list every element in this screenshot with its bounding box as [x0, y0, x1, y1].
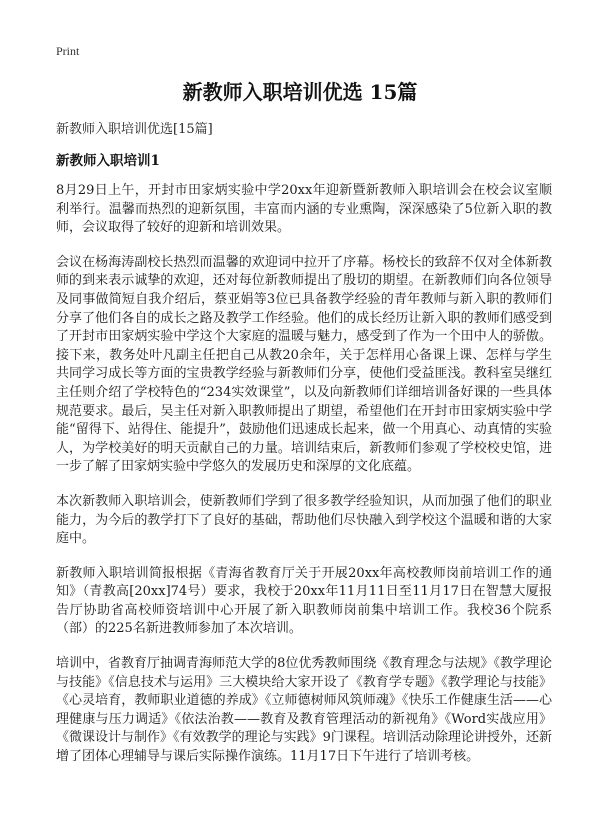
- print-label: Print: [56, 44, 80, 58]
- document-subtitle: 新教师入职培训优选[15篇]: [56, 122, 213, 137]
- paragraph-2: 会议在杨海涛副校长热烈而温馨的欢迎词中拉开了序幕。杨校长的致辞不仅对全体新教师的到来表示诚挚的欢迎，还对每位新教师提出了殷切的期望。在新教师们向各位领导及同事做简短自我介绍后，蔡亚娟等3位已具备教学经验的青年教师与新入职的教师们分享了他们各自的成长之路及教学工作经验。他们的成长经历让新入职的教师们感受到了开封市田家炳实验中学这个大家庭的温暖与魅力，感受到了作为一个田中人的骄傲。接下来，教务处叶凡副主任把自己从教20余年，关于怎样用心备课上课、怎样与学生共同学习成长等方面的宝贵教学经验与新教师们分享，使他们受益匪浅。教科室吴继红主任则介绍了学校特色的“234实效课堂”，以及向新教师们详细培训备好课的一些具体规范要求。最后，吴主任对新入职教师提出了期望，希望他们在开封市田家炳实验中学能“留得下、站得住、能提升”，鼓励他们迅速成长起来，做一个用真心、动真情的实验人，为学校美好的明天贡献自己的力量。培训结束后，新教师们参观了学校校史馆，进一步了解了田家炳实验中学悠久的发展历史和深厚的文化底蕴。: [56, 254, 552, 475]
- paragraph-5: 培训中，省教育厅抽调青海师范大学的8位优秀教师围绕《教育理念与法规》《教学理论与技能》《信息技术与运用》三大模块给大家开设了《教育学专题》《教学理论与技能》《心灵培育，教师职业道德的养成》《立师德树师风筑师魂》《快乐工作健康生活——心理健康与压力调适》《依法治教——教育及教育管理活动的新视角》《Word实战应用》《微课设计与制作》《有效教学的理论与实践》9门课程。培训活动除理论讲授外，还新增了团体心理辅导与课后实际操作演练。11月17日下午进行了培训考核。: [56, 656, 552, 765]
- document-body: [56, 182, 552, 783]
- paragraph-4: 新教师入职培训简报根据《青海省教育厅关于开展20xx年高校教师岗前培训工作的通知》（青教高[20xx]74号）要求，我校于20xx年11月11日至11月17日在智慧大厦报告厅协助省高校师资培训中心开展了新入职教师岗前集中培训工作。我校36个院系（部）的225名新进教师参加了本次培训。: [56, 565, 552, 637]
- page-title: 新教师入职培训优选 15篇: [182, 80, 418, 104]
- paragraph-1: 8月29日上午，开封市田家炳实验中学20xx年迎新暨新教师入职培训会在校会议室顺利举行。温馨而热烈的迎新氛围，丰富而内涵的专业熏陶，深深感染了5位新入职的教师，会议取得了较好的迎新和培训效果。: [56, 183, 552, 236]
- paragraph-3: 本次新教师入职培训会，使新教师们学到了很多教学经验知识，从而加强了他们的职业能力，为今后的教学打下了良好的基础，帮助他们尽快融入到学校这个温暖和谐的大家庭中。: [56, 493, 552, 547]
- section-heading: 新教师入职培训1: [56, 153, 160, 169]
